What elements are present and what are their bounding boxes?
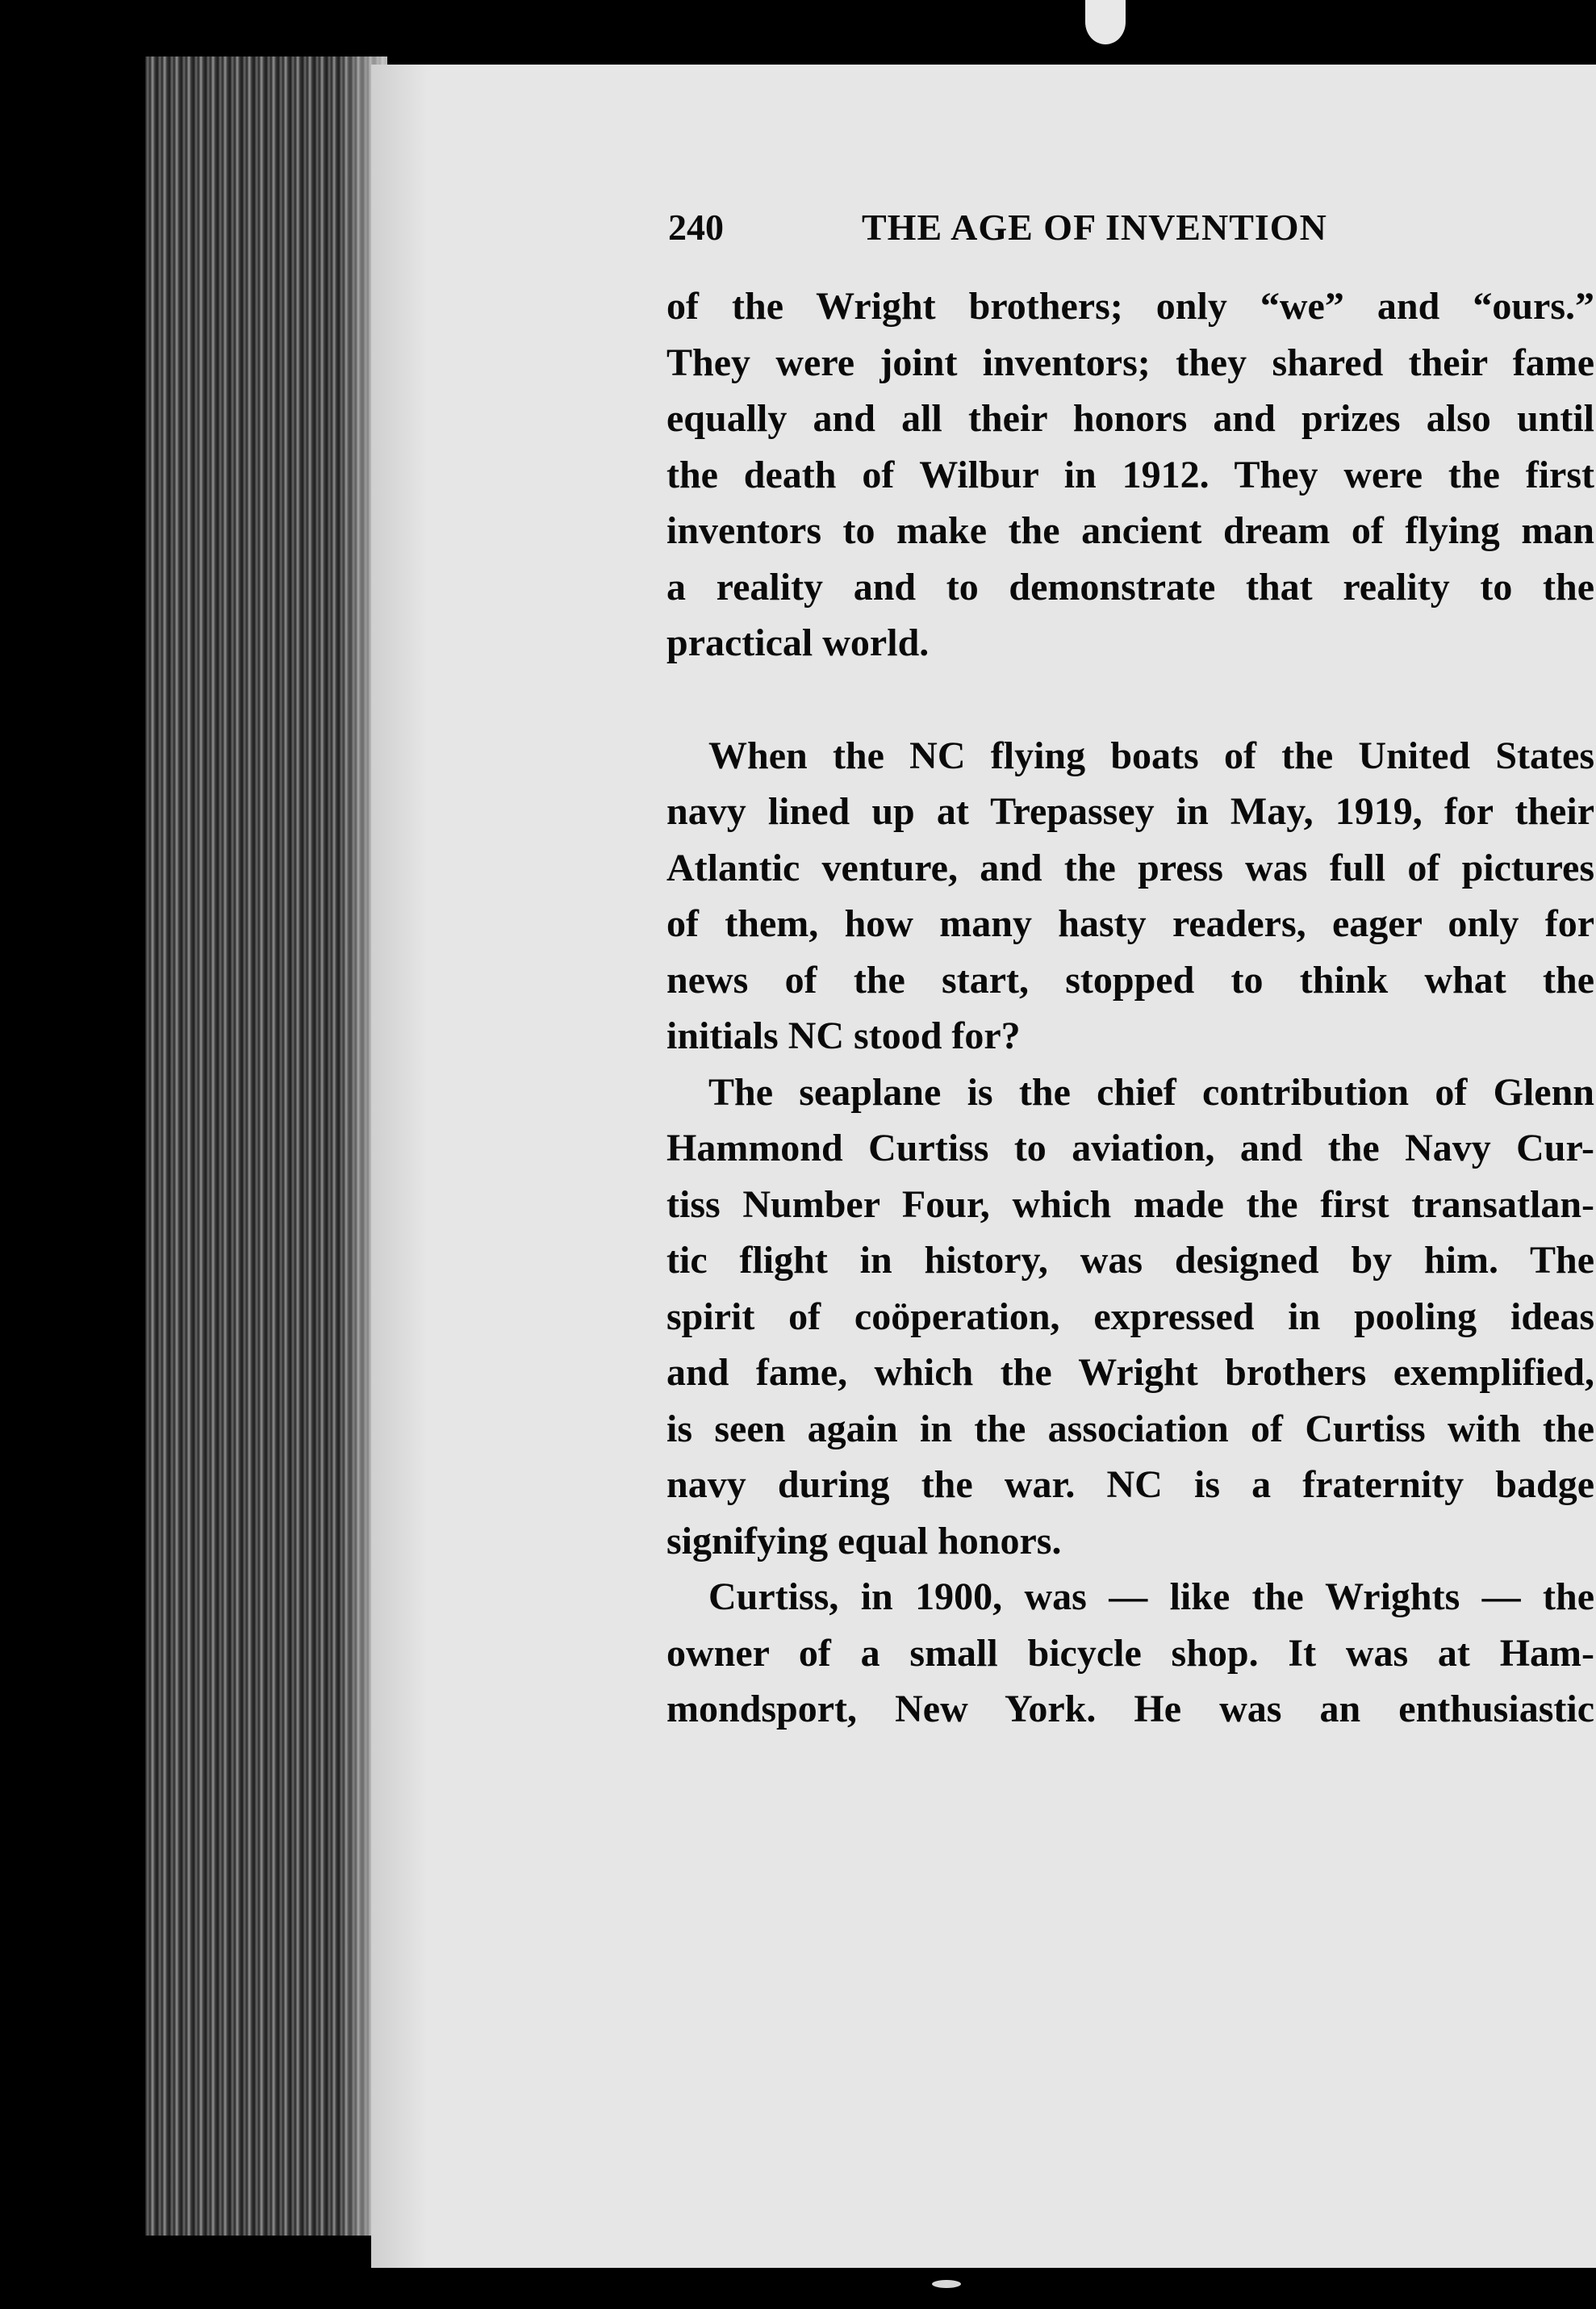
text-line: When the NC flying boats of the United States: [708, 734, 1594, 777]
text-line: a reality and to demonstrate that reality to the: [666, 565, 1594, 609]
gutter-shadow: [371, 65, 428, 2268]
text-line: They were joint inventors; they shared their fame: [666, 341, 1594, 384]
text-line: is seen again in the association of Curtiss with the: [666, 1407, 1594, 1450]
text-line: equally and all their honors and prizes also until: [666, 397, 1594, 440]
text-line: and fame, which the Wright brothers exemplified,: [666, 1351, 1594, 1394]
text-line: tiss Number Four, which made the first transatlan-: [666, 1182, 1594, 1226]
book-page-edges: [145, 56, 387, 2236]
text-line: mondsport, New York. He was an enthusiastic: [666, 1688, 1594, 1730]
text-line: of the Wright brothers; only “we” and “ours.”: [666, 285, 1594, 328]
text-line: spirit of coöperation, expressed in pooling ideas: [666, 1295, 1594, 1338]
text-line: Hammond Curtiss to aviation, and the Navy Cur-: [666, 1127, 1594, 1169]
text-line: navy lined up at Trepassey in May, 1919, for their: [666, 790, 1594, 833]
text-line: tic flight in history, was designed by him. The: [666, 1239, 1594, 1282]
text-line: navy during the war. NC is a fraternity badge: [666, 1463, 1594, 1506]
running-head: THE AGE OF INVENTION: [862, 207, 1327, 248]
text-line: Atlantic venture, and the press was full of pictures: [666, 846, 1594, 889]
text-line: initials NC stood for?: [666, 1014, 1021, 1057]
text-line: news of the start, stopped to think what the: [666, 958, 1594, 1002]
book-page: [371, 65, 1596, 2268]
section-break: [666, 671, 1594, 728]
text-line: inventors to make the ancient dream of flying man: [666, 509, 1594, 552]
scan-speck: [932, 2280, 961, 2288]
paragraph-2: [666, 728, 1594, 1065]
text-line: signifying equal honors.: [666, 1519, 1062, 1562]
body-text: [666, 278, 1594, 1738]
paragraph-3: [666, 1065, 1594, 1570]
text-line: practical world.: [666, 621, 930, 664]
text-line: The seaplane is the chief contribution of Glenn: [708, 1070, 1594, 1114]
text-line: of them, how many hasty readers, eager only for: [666, 902, 1594, 945]
text-line: the death of Wilbur in 1912. They were the first: [666, 453, 1594, 496]
page-number: 240: [668, 207, 724, 248]
paragraph-4: [666, 1569, 1594, 1738]
text-line: owner of a small bicycle shop. It was at Ham-: [666, 1631, 1594, 1675]
paragraph-1: [666, 278, 1594, 671]
page-header: [668, 206, 1588, 270]
scan-speck: [1085, 0, 1126, 44]
text-line: Curtiss, in 1900, was — like the Wrights — the: [708, 1575, 1594, 1618]
